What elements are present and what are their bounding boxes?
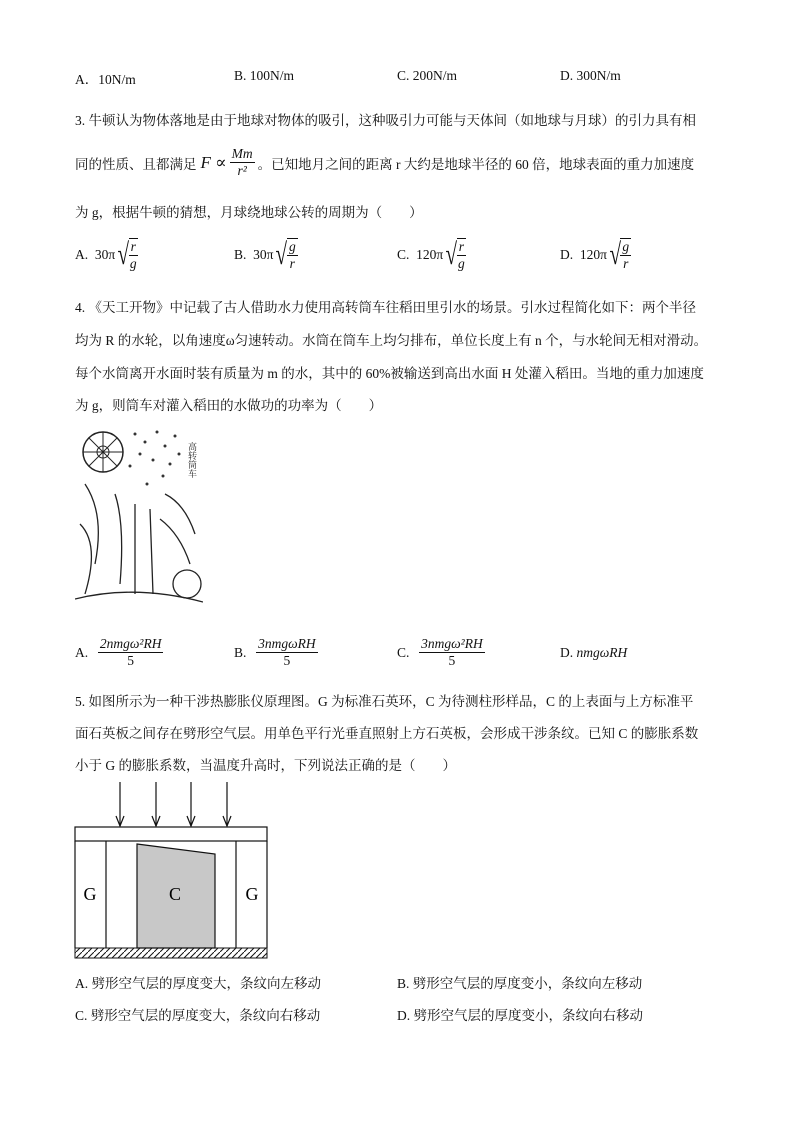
formula-f: F ∝ xyxy=(200,152,227,172)
option-label: D. xyxy=(560,247,574,262)
option-den: r xyxy=(623,256,629,271)
option-num: r xyxy=(458,239,464,254)
q5-line3: 小于 G 的膨胀系数，当温度升高时，下列说法正确的是（ ） xyxy=(75,758,456,773)
label-g-right: G xyxy=(245,884,259,904)
q4-line1: 4. 《天工开物》中记载了古人借助水力使用高转筒车往稻田里引水的场景。引水过程简化如下：两个半径 xyxy=(75,300,696,315)
q3-option-c xyxy=(397,238,469,272)
option-den: g xyxy=(129,256,137,271)
q4-option-d xyxy=(560,645,627,661)
q5-option-b: B. 劈形空气层的厚度变小，条纹向左移动 xyxy=(397,976,643,991)
formula-fraction xyxy=(230,146,255,179)
option-num: g xyxy=(288,239,296,254)
option-num: g xyxy=(622,239,630,254)
q5-line2: 面石英板之间存在劈形空气层。用单色平行光垂直照射上方石英板，会形成干涉条纹。已知 C 的膨胀系数 xyxy=(75,726,699,741)
option-coef: 30π xyxy=(94,247,116,262)
option-text: nmgωRH xyxy=(576,645,628,660)
sqrt-icon: √ $\frac{r}{g}$ xyxy=(445,238,465,271)
q3-line3: 为 g，根据牛顿的猜想，月球绕地球公转的周期为（ ） xyxy=(75,205,423,220)
woodcut-caption: 高转筒车 xyxy=(187,442,197,478)
option-den: 5 xyxy=(283,653,291,668)
label-g-left: G xyxy=(83,884,97,904)
q3-option-d xyxy=(560,238,634,272)
option-label: A. xyxy=(75,247,89,262)
q4-option-a xyxy=(75,636,166,669)
sqrt-icon: √ $\frac{g}{r}$ xyxy=(275,238,296,271)
option-label: B. xyxy=(234,644,247,660)
option-label: C. xyxy=(397,644,410,660)
q4-line3: 每个水筒离开水面时装有质量为 m 的水，其中的 60%被输送到高出水面 H 处灌入稻田。当地的重力加速度 xyxy=(75,366,704,381)
q3-line2 xyxy=(75,146,694,179)
q3-option-a xyxy=(75,238,141,272)
q3-line2b: 。已知地月之间的距离 r 大约是地球半径的 60 倍，地球表面的重力加速度 xyxy=(257,156,695,172)
option-den: r xyxy=(289,256,295,271)
formula-den: r² xyxy=(237,163,247,178)
q5-option-c: C. 劈形空气层的厚度变大，条纹向右移动 xyxy=(75,1008,321,1023)
option-label: C. xyxy=(397,247,410,262)
q3-line2a: 同的性质、且都满足 xyxy=(75,156,197,172)
option-coef: 120π xyxy=(579,247,607,262)
option-num: r xyxy=(130,239,136,254)
q2-option-d: D. 300N/m xyxy=(560,68,621,83)
sqrt-icon: √ $\frac{r}{g}$ xyxy=(117,238,137,271)
label-c: C xyxy=(168,884,182,904)
option-label: B. xyxy=(234,247,247,262)
q4-option-c xyxy=(397,636,488,669)
option-label: D. xyxy=(560,645,574,660)
option-den: g xyxy=(457,256,465,271)
q3-line1: 3. 牛顿认为物体落地是由于地球对物体的吸引，这种吸引力可能与天体间（如地球与月球）的引力具有相 xyxy=(75,113,696,128)
q4-line4: 为 g，则筒车对灌入稻田的水做功的功率为（ ） xyxy=(75,398,383,413)
interference-dilatometer-diagram xyxy=(70,778,275,960)
q4-option-b xyxy=(234,636,321,669)
sqrt-icon: √ $\frac{g}{r}$ xyxy=(609,238,630,271)
option-num: 3nmgω²RH xyxy=(421,636,483,651)
waterwheel-woodcut-image xyxy=(75,424,203,614)
option-num: 2nmgω²RH xyxy=(99,636,162,651)
option-den: 5 xyxy=(448,653,456,668)
q5-option-a: A. 劈形空气层的厚度变大，条纹向左移动 xyxy=(75,976,321,991)
q5-line1: 5. 如图所示为一种干涉热膨胀仪原理图。G 为标准石英环，C 为待测柱形样品，C 的上表面与上方标准平 xyxy=(75,694,694,709)
formula-num: Mm xyxy=(231,146,253,161)
q2-option-c: C. 200N/m xyxy=(397,68,458,83)
option-coef: 120π xyxy=(416,247,444,262)
q3-option-b xyxy=(234,238,301,272)
q5-option-d: D. 劈形空气层的厚度变小，条纹向右移动 xyxy=(397,1008,643,1023)
option-num: 3nmgωRH xyxy=(258,636,316,651)
q2-option-b: B. 100N/m xyxy=(234,68,295,83)
option-den: 5 xyxy=(127,653,135,668)
option-coef: 30π xyxy=(253,247,274,262)
q2-option-a: A．10N/m xyxy=(75,72,136,87)
option-label: A. xyxy=(75,644,89,660)
q4-line2: 均为 R 的水轮，以角速度ω匀速转动。水筒在筒车上均匀排布，单位长度上有 n 个，与水轮间无相对滑动。 xyxy=(75,333,708,348)
